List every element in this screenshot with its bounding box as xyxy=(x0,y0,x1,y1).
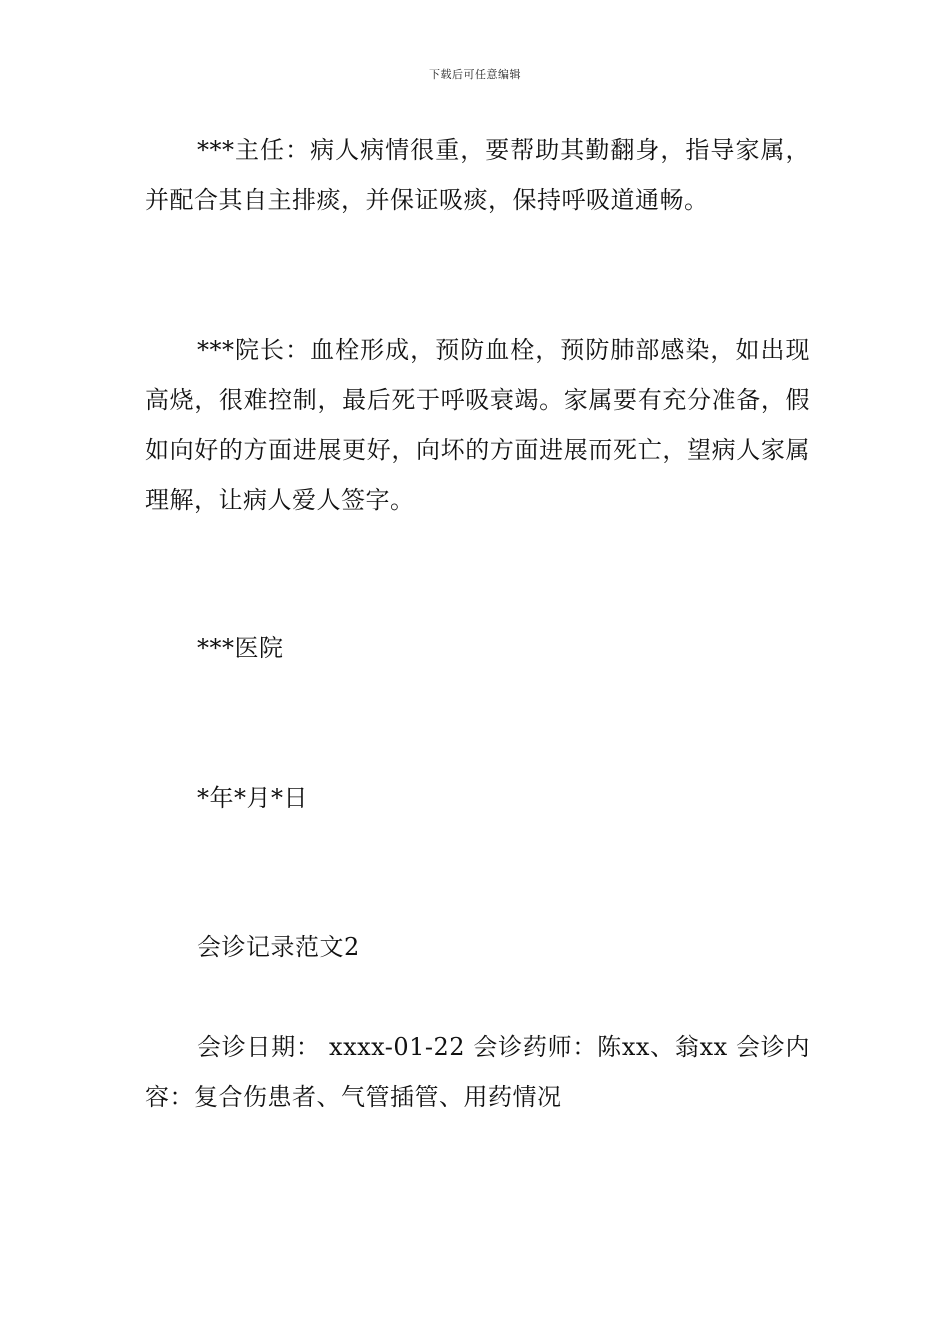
paragraph-date: *年*月*日 xyxy=(197,784,308,812)
page-header-note: 下载后可任意编辑 xyxy=(429,68,521,81)
paragraph-president-opinion: ***院长：血栓形成，预防血栓，预防肺部感染，如出现高烧，很难控制，最后死于呼吸衰竭。家属要有充分准备，假如向好的方面进展更好，向坏的方面进展而死亡，望病人家属理解，让病人爱人签字。 xyxy=(145,336,810,514)
paragraph-hospital-signature: ***医院 xyxy=(197,634,284,662)
paragraph-consultation-info: 会诊日期： xxxx-01-22 会诊药师：陈xx、翁xx 会诊内容：复合伤患者、气管插管、用药情况 xyxy=(145,1033,810,1111)
paragraph-director-opinion: ***主任：病人病情很重，要帮助其勤翻身，指导家属，并配合其自主排痰，并保证吸痰，保持呼吸道通畅。 xyxy=(145,136,810,214)
section-title: 会诊记录范文2 xyxy=(197,933,360,961)
